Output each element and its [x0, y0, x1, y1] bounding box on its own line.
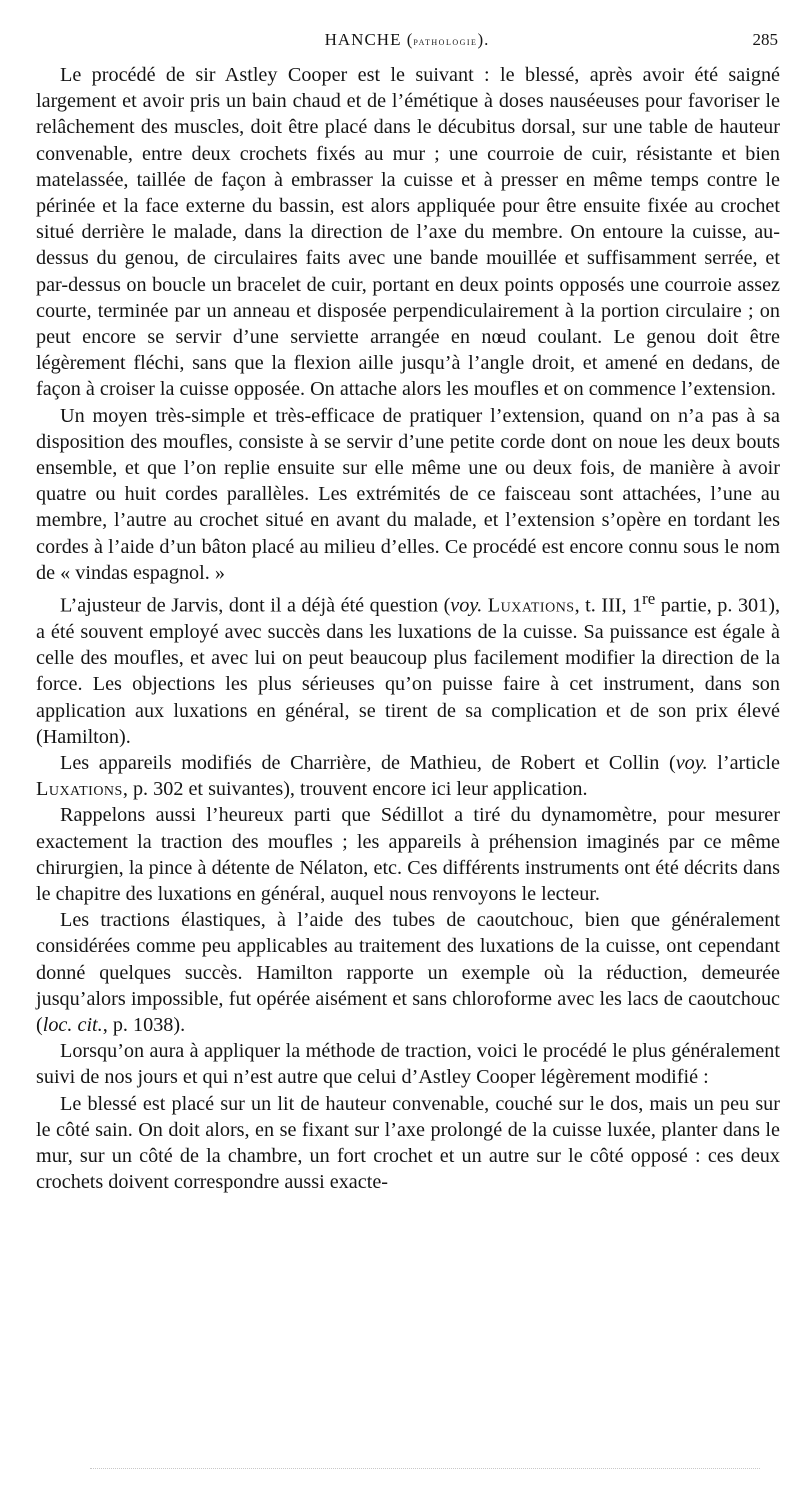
paragraph-modified-apparatus — [36, 750, 780, 802]
paragraph-jarvis-adjuster — [36, 586, 780, 750]
running-title-main: HANCHE — [324, 30, 402, 49]
paragraph-smallcaps-segment: Luxations — [487, 594, 575, 617]
paragraph-italic-segment: voy. — [675, 752, 708, 775]
running-title-close: ). — [477, 30, 490, 49]
paragraph-traction-method: Lorsqu’on aura à appliquer la méthode de traction, voici le procédé le plus généralement suivi de nos jours et qui n’est autre que celui d’Astley Cooper légèrement modifié : — [36, 1040, 780, 1089]
paragraph-patient-placement: Le blessé est placé sur un lit de hauteur convenable, couché sur le dos, mais un peu sur le côté sain. On doit alors, en se fixant sur l’axe prolongé de la cuisse luxée, planter dans le mur, sur un côté de la chambre, un fort crochet et un autre sur le côté opposé : ces deux crochets doivent correspondre aussi exacte- — [36, 1092, 780, 1194]
paragraph-elastic-traction — [36, 907, 780, 1038]
paragraph-text-segment: , t. III, 1 — [574, 594, 643, 617]
paragraph-text-segment: Les tractions élastiques, à l’aide des tubes de caoutchouc, bien que généralement considérées comme peu applicables au traitement des luxations de la cuisse, ont cependant donné quelques succès. Hamilton rapporte un exemple où la réduction, demeurée jusqu’alors impossible, fut opérée aisément et sans chloroforme avec les lacs de caoutchouc ( — [36, 909, 780, 1037]
paragraph-text-segment: , p. 302 et suivantes), trouvent encore ici leur application. — [122, 778, 588, 801]
paragraph-text-segment: Les appareils modifiés de Charrière, de Mathieu, de Robert et Collin ( — [60, 752, 676, 775]
paragraph-sedillot-dynamometer: Rappelons aussi l’heureux parti que Sédillot a tiré du dynamomètre, pour mesurer exactement la traction des moufles ; les appareils à préhension imaginés par ce même chirurgien, la pince à détente de Nélaton, etc. Ces différents instruments ont été décrits dans le chapitre des luxations en général, auquel nous renvoyons le lecteur. — [36, 804, 780, 906]
running-title — [36, 30, 778, 50]
paragraph-cooper-procedure: Le procédé de sir Astley Cooper est le suivant : le blessé, après avoir été saigné largement et avoir pris un bain chaud et de l’émétique à doses nauséeuses pour favoriser le relâchement des muscles, doit être placé dans le décubitus dorsal, sur une table de hauteur convenable, entre deux crochets fixés au mur ; une courroie de cuir, résistante et bien matelassée, taillée de façon à embrasser la cuisse et à presser en même temps contre le périnée et la face externe du bassin, est alors appliquée pour être ensuite fixée au crochet situé derrière le malade, dans la direction de l’axe du membre. On entoure la cuisse, au-dessus du genou, de circulaires faits avec une bande mouillée et suffisamment serrée, et par-dessus on boucle un bracelet de cuir, portant en deux points opposés une courroie assez courte, terminée par un anneau et disposée perpendiculairement à la portion circulaire ; on peut encore se servir d’une serviette arrangée en nœud coulant. Le genou doit être légèrement fléchi, sans que la flexion aille jusqu’à l’angle droit, et amené en dedans, de façon à croiser la cuisse opposée. On attache alors les moufles et on commence l’extension. — [36, 64, 780, 401]
paragraph-italic-segment: loc. cit. — [42, 1014, 103, 1037]
paragraph-text-segment: , p. 1038). — [102, 1014, 186, 1037]
paragraph-text-segment: l’article — [707, 752, 780, 775]
running-title-sub: pathologie — [413, 36, 478, 48]
paragraph-vindas-espagnol: Un moyen très-simple et très-efficace de pratiquer l’extension, quand on n’a pas à sa disposition des moufles, consiste à se servir d’une petite corde dont on noue les deux bouts ensemble, et que l’on replie ensuite sur elle même une ou deux fois, de manière à avoir quatre ou huit cordes parallèles. Les extrémités de ce faisceau sont attachées, l’une au membre, l’autre au crochet situé en avant du malade, et l’extension s’opère en tordant les cordes à l’aide d’un bâton placé au milieu d’elles. Ce procédé est encore connu sous le nom de « vindas espagnol. » — [36, 404, 780, 584]
running-head — [36, 30, 778, 56]
paragraph-text-segment: partie, p. 301), a été souvent employé avec succès dans les luxations de la cuisse. Sa puissance est égale à celle des moufles, et avec lui on peut beaucoup plus facilement modifier la direction de la force. Les objections les plus sérieuses qu’on puisse faire à cet instrument, dans son application aux luxations en général, se tirent de sa complication et de son prix élevé (Hamilton). — [36, 594, 780, 748]
bottom-rule — [90, 1468, 760, 1469]
page-number: 285 — [752, 30, 778, 49]
paragraph-italic-segment: voy. — [450, 594, 483, 617]
paragraph-text-segment: L’ajusteur de Jarvis, dont il a déjà été question ( — [60, 594, 451, 617]
running-title-open: ( — [401, 30, 414, 49]
paragraph-superscript-segment: re — [642, 589, 656, 609]
body-text — [36, 62, 780, 1195]
paragraph-smallcaps-segment: Luxations — [36, 778, 123, 801]
